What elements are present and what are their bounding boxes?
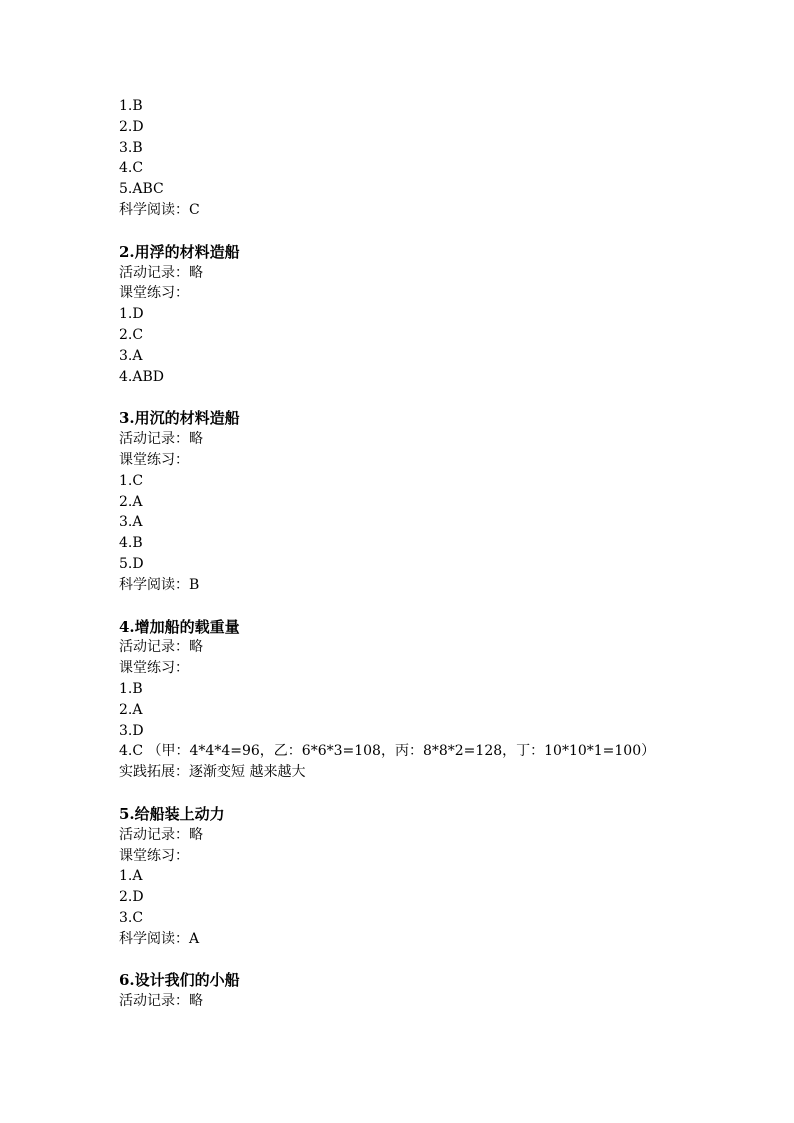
activity-record: 活动记录：略 (119, 431, 203, 448)
lesson-4-section (119, 617, 739, 783)
activity-record: 活动记录：略 (119, 639, 203, 656)
answer-item: 3.A (119, 514, 143, 531)
science-reading: 科学阅读：C (119, 201, 200, 218)
answer-item: 2.D (119, 118, 144, 135)
answer-item: 3.D (119, 722, 144, 739)
section-heading: 6.设计我们的小船 (119, 971, 240, 990)
activity-record: 活动记录：略 (119, 993, 203, 1010)
answer-item: 3.B (119, 139, 143, 156)
classroom-practice-label: 课堂练习： (119, 847, 189, 864)
answer-item: 5.D (119, 555, 144, 572)
answer-item: 2.D (119, 889, 144, 906)
answer-item: 5.ABC (119, 181, 164, 198)
activity-record: 活动记录：略 (119, 826, 203, 843)
answer-item: 4.ABD (119, 368, 164, 385)
lesson-2-section (119, 242, 739, 388)
section-heading: 5.给船装上动力 (119, 804, 225, 823)
answer-item: 2.A (119, 493, 143, 510)
answer-item: 1.A (119, 868, 143, 885)
answer-item: 3.C (119, 909, 144, 926)
intro-section (119, 96, 739, 221)
answer-item: 4.C （甲：4*4*4=96，乙：6*6*3=108，丙：8*8*2=128，丁：10*10*1=100） (119, 743, 656, 760)
lesson-3-section (119, 408, 739, 595)
answer-item: 4.C (119, 160, 144, 177)
section-heading: 4.增加船的载重量 (119, 617, 240, 636)
answer-item: 4.B (119, 535, 143, 552)
answer-item: 3.A (119, 347, 143, 364)
classroom-practice-label: 课堂练习： (119, 660, 189, 677)
answer-item: 2.A (119, 701, 143, 718)
answer-item: 1.B (119, 680, 143, 697)
activity-record: 活动记录：略 (119, 264, 203, 281)
section-heading: 2.用浮的材料造船 (119, 242, 240, 261)
answer-item: 1.C (119, 472, 144, 489)
science-reading: 科学阅读：B (119, 576, 200, 593)
answer-item: 1.D (119, 306, 144, 323)
answer-item: 2.C (119, 326, 144, 343)
section-heading: 3.用沉的材料造船 (119, 409, 240, 428)
lesson-5-section (119, 804, 739, 950)
answer-item: 1.B (119, 98, 143, 114)
classroom-practice-label: 课堂练习： (119, 451, 189, 468)
document-page (119, 96, 739, 1012)
lesson-6-section (119, 970, 739, 1012)
practice-extension: 实践拓展：逐渐变短 越来越大 (119, 764, 306, 781)
science-reading: 科学阅读：A (119, 930, 200, 947)
classroom-practice-label: 课堂练习： (119, 285, 189, 302)
